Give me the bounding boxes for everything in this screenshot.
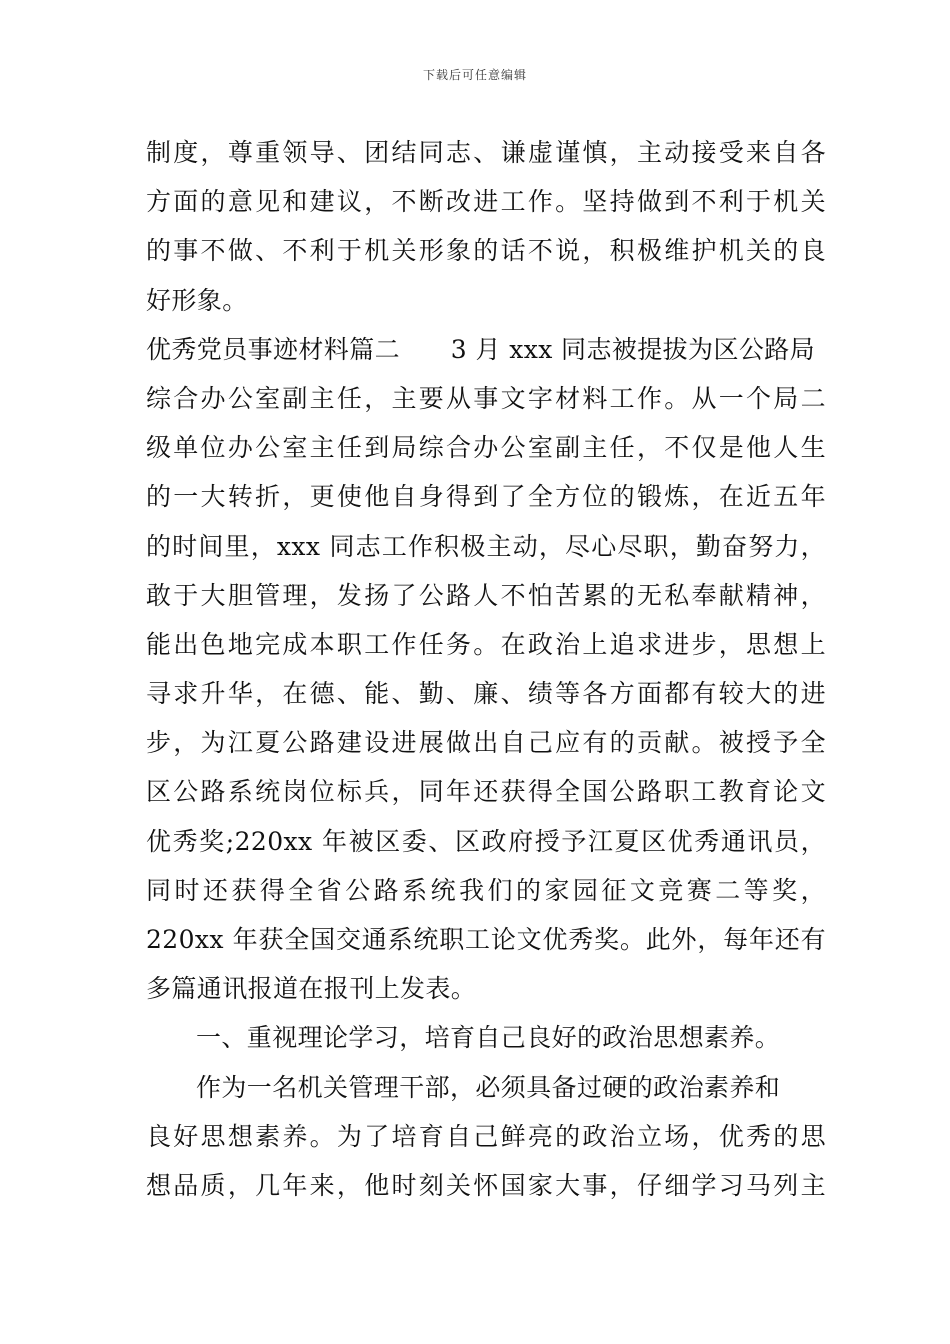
document-body [146, 128, 826, 1210]
text-line: 好形象。 [146, 285, 248, 315]
text-line: 的时间里，xxx 同志工作积极主动，尽心尽职，勤奋努力， [146, 531, 826, 561]
text-line: 良好思想素养。为了培育自己鲜亮的政治立场，优秀的思 [146, 1121, 826, 1151]
text-line: 220xx 年获全国交通系统职工论文优秀奖。此外，每年还有 [146, 925, 826, 954]
text-line: 多篇通讯报道在报刊上发表。 [146, 974, 477, 1004]
section-heading-line: 优秀党员事迹材料篇二 3 月 xxx 同志被提拔为区公路局 [146, 334, 816, 364]
text-line: 作为一名机关管理干部，必须具备过硬的政治素养和 [196, 1072, 781, 1102]
text-line: 的一大转折，更使他自身得到了全方位的锻炼，在近五年 [146, 482, 826, 512]
text-line: 区公路系统岗位标兵，同年还获得全国公路职工教育论文 [146, 777, 826, 807]
text-line: 优秀奖;220xx 年被区委、区政府授予江夏区优秀通讯员， [146, 826, 826, 856]
text-line: 想品质，几年来，他时刻关怀国家大事，仔细学习马列主 [146, 1170, 826, 1200]
text-line: 方面的意见和建议，不断改进工作。坚持做到不利于机关 [146, 187, 826, 217]
text-line: 步，为江夏公路建设进展做出自己应有的贡献。被授予全 [146, 728, 826, 758]
page-header: 下载后可任意编辑 [422, 68, 527, 82]
text-line: 敢于大胆管理，发扬了公路人不怕苦累的无私奉献精神， [146, 580, 826, 610]
text-line: 综合办公室副主任，主要从事文字材料工作。从一个局二 [146, 383, 826, 413]
text-line: 能出色地完成本职工作任务。在政治上追求进步，思想上 [146, 629, 826, 659]
text-line: 寻求升华，在德、能、勤、廉、绩等各方面都有较大的进 [146, 679, 826, 709]
text-line: 级单位办公室主任到局综合办公室副主任，不仅是他人生 [146, 433, 826, 463]
text-line: 制度，尊重领导、团结同志、谦虚谨慎，主动接受来自各 [146, 138, 826, 167]
text-line: 同时还获得全省公路系统我们的家园征文竞赛二等奖， [146, 875, 826, 905]
text-line: 的事不做、不利于机关形象的话不说，积极维护机关的良 [146, 236, 826, 266]
subheading-line: 一、重视理论学习，培育自己良好的政治思想素养。 [196, 1023, 781, 1053]
